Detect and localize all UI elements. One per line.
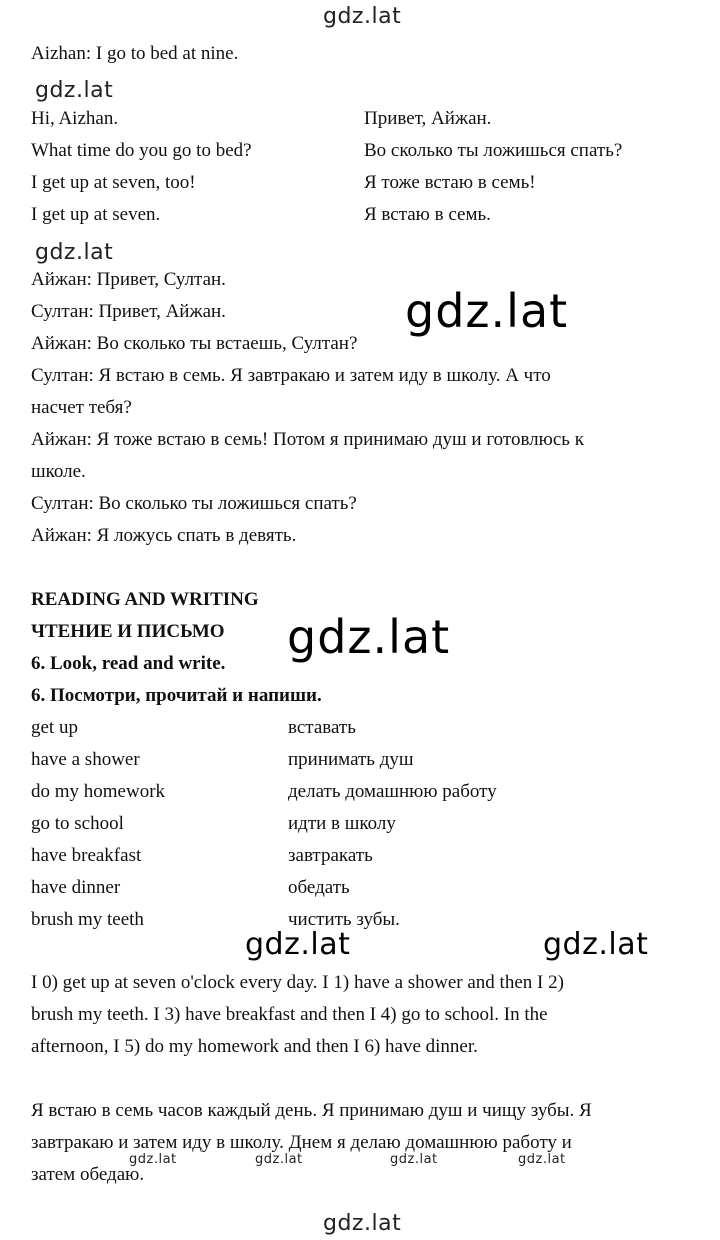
vocab-en: have breakfast xyxy=(31,845,142,866)
dialogue-ru-line: Султан: Во сколько ты ложишься спать? xyxy=(31,493,357,514)
vocab-ru: вставать xyxy=(288,717,356,738)
dialogue-ru-line: Айжан: Во сколько ты встаешь, Султан? xyxy=(31,333,358,354)
dialogue-ru-line: школе. xyxy=(31,461,86,482)
watermark-large: gdz.lat xyxy=(287,610,451,664)
paragraph-ru-line: Я встаю в семь часов каждый день. Я принимаю душ и чищу зубы. Я xyxy=(31,1100,592,1121)
vocab-ru: делать домашнюю работу xyxy=(288,781,497,802)
task-title-en: 6. Look, read and write. xyxy=(31,653,226,674)
phrase-ru: Привет, Айжан. xyxy=(364,108,492,129)
vocab-ru: обедать xyxy=(288,877,350,898)
dialogue-ru-line: насчет тебя? xyxy=(31,397,132,418)
vocab-en: do my homework xyxy=(31,781,166,802)
watermark-medium: gdz.lat xyxy=(543,927,649,962)
phrase-en: I get up at seven. xyxy=(31,204,161,225)
watermark-tiny: gdz.lat xyxy=(255,1152,303,1167)
dialogue-ru-line: Айжан: Я тоже встаю в семь! Потом я принимаю душ и готовлюсь к xyxy=(31,429,584,450)
phrase-ru: Во сколько ты ложишься спать? xyxy=(364,140,623,161)
vocab-ru: чистить зубы. xyxy=(288,909,400,930)
dialogue-line-aizhan: Aizhan: I go to bed at nine. xyxy=(31,43,239,64)
section-title-en: READING AND WRITING xyxy=(31,589,259,610)
phrase-en: What time do you go to bed? xyxy=(31,140,252,161)
task-title-ru: 6. Посмотри, прочитай и напиши. xyxy=(31,685,322,706)
watermark-tiny: gdz.lat xyxy=(390,1152,438,1167)
dialogue-ru-line: Айжан: Я ложусь спать в девять. xyxy=(31,525,297,546)
watermark-medium: gdz.lat xyxy=(245,927,351,962)
phrase-en: Hi, Aizhan. xyxy=(31,108,119,129)
paragraph-ru-line: затем обедаю. xyxy=(31,1164,145,1185)
vocab-en: have dinner xyxy=(31,877,121,898)
dialogue-ru-line: Айжан: Привет, Султан. xyxy=(31,269,226,290)
vocab-en: have a shower xyxy=(31,749,140,770)
vocab-en: brush my teeth xyxy=(31,909,144,930)
phrase-ru: Я встаю в семь. xyxy=(364,204,491,225)
watermark-large: gdz.lat xyxy=(405,284,569,338)
watermark-small: gdz.lat xyxy=(35,240,114,265)
vocab-en: go to school xyxy=(31,813,124,834)
vocab-ru: принимать душ xyxy=(288,749,414,770)
vocab-ru: завтракать xyxy=(288,845,373,866)
paragraph-en-line: afternoon, I 5) do my homework and then I 6) have dinner. xyxy=(31,1036,478,1057)
dialogue-ru-line: Султан: Я встаю в семь. Я завтракаю и затем иду в школу. А что xyxy=(31,365,551,386)
paragraph-en-line: brush my teeth. I 3) have breakfast and then I 4) go to school. In the xyxy=(31,1004,548,1025)
watermark-top: gdz.lat xyxy=(323,4,402,29)
watermark-tiny: gdz.lat xyxy=(129,1152,177,1167)
watermark-small: gdz.lat xyxy=(35,78,114,103)
paragraph-ru-line: завтракаю и затем иду в школу. Днем я делаю домашнюю работу и xyxy=(31,1132,572,1153)
vocab-ru: идти в школу xyxy=(288,813,396,834)
section-title-ru: ЧТЕНИЕ И ПИСЬМО xyxy=(31,621,225,642)
watermark-bottom: gdz.lat xyxy=(323,1211,402,1236)
phrase-en: I get up at seven, too! xyxy=(31,172,196,193)
phrase-ru: Я тоже встаю в семь! xyxy=(364,172,536,193)
watermark-tiny: gdz.lat xyxy=(518,1152,566,1167)
dialogue-ru-line: Султан: Привет, Айжан. xyxy=(31,301,226,322)
paragraph-en-line: I 0) get up at seven o'clock every day. I 1) have a shower and then I 2) xyxy=(31,972,564,993)
vocab-en: get up xyxy=(31,717,78,738)
